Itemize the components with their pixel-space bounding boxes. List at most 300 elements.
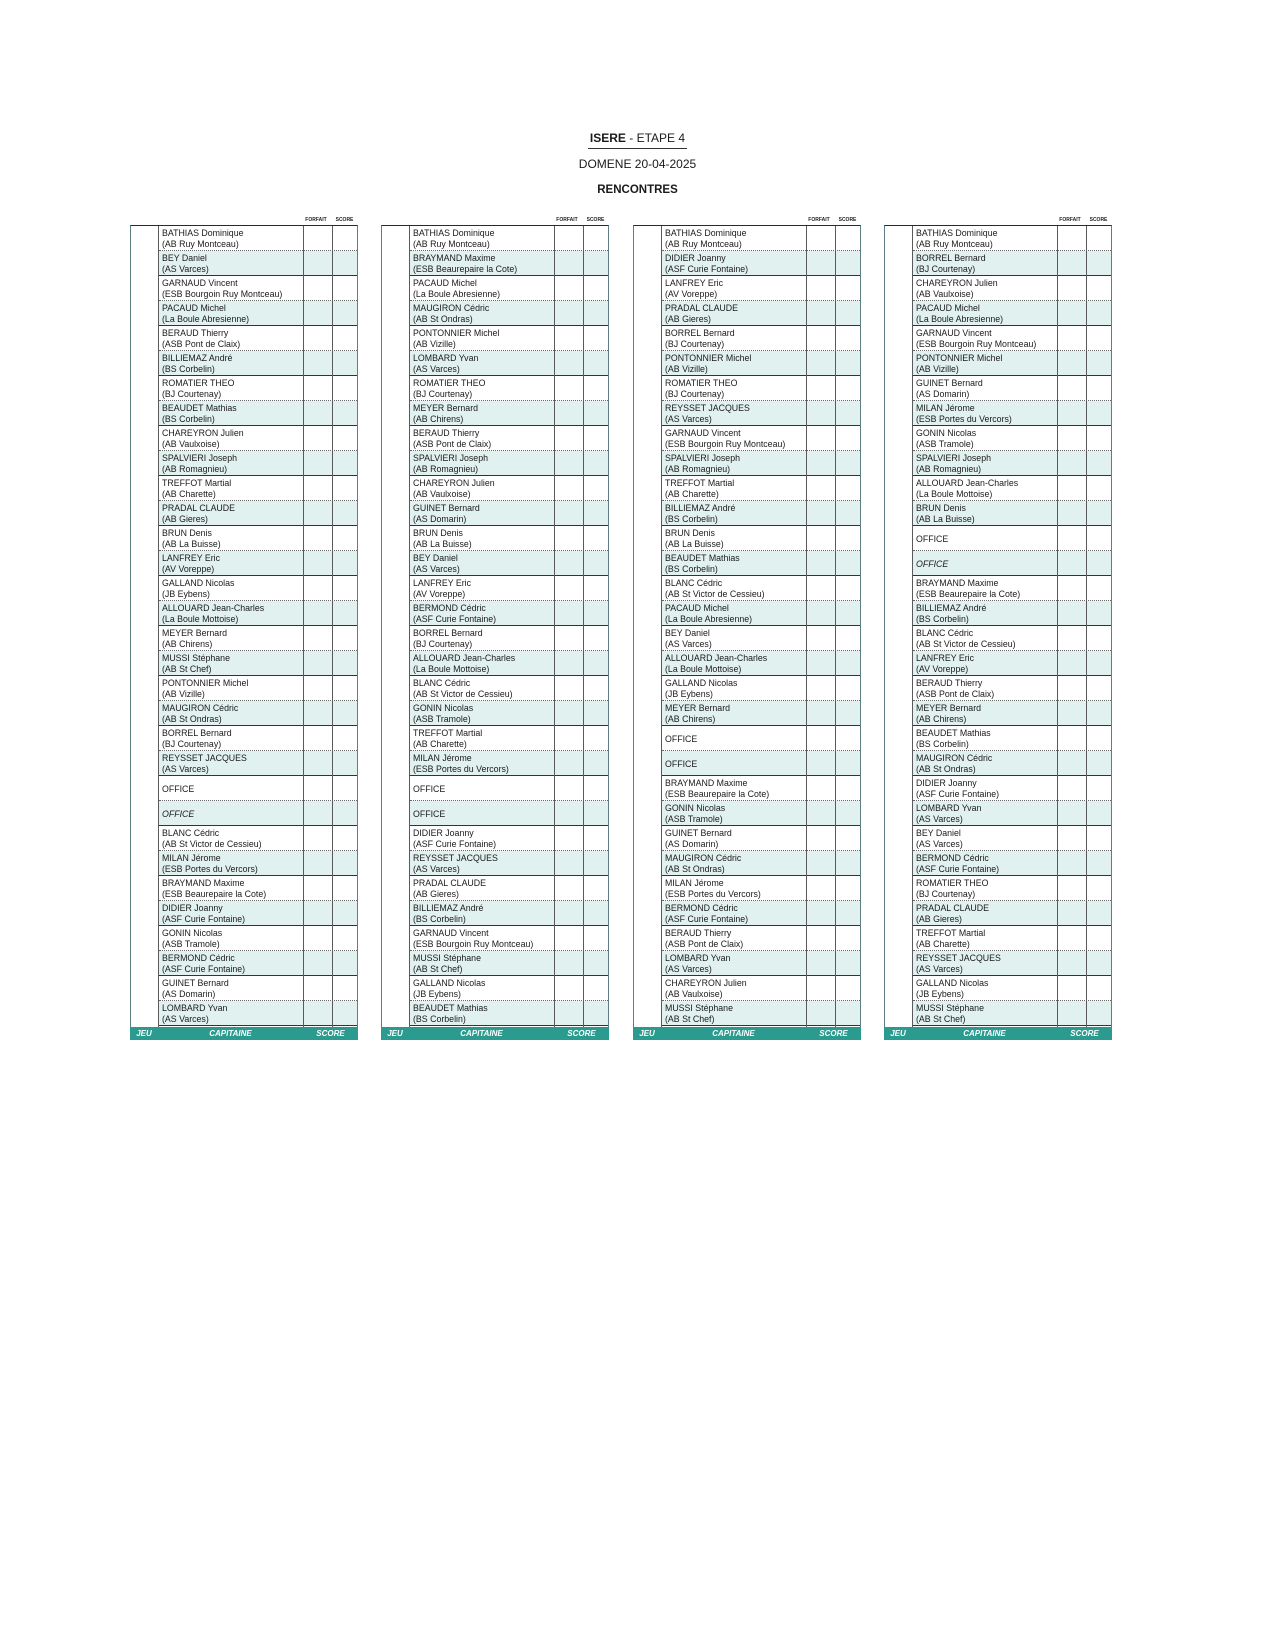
score-cell[interactable] bbox=[835, 801, 860, 825]
score-cell[interactable] bbox=[583, 401, 608, 425]
forfait-cell[interactable] bbox=[554, 576, 582, 600]
forfait-cell[interactable] bbox=[1057, 601, 1085, 625]
player-name-block bbox=[665, 978, 747, 999]
score-cell[interactable] bbox=[1086, 501, 1111, 525]
score-cell[interactable] bbox=[835, 876, 860, 900]
score-cell[interactable] bbox=[1086, 726, 1111, 750]
score-cell[interactable] bbox=[1086, 526, 1111, 550]
score-cell[interactable] bbox=[583, 851, 608, 875]
club-name: (AS Domarin) bbox=[916, 388, 970, 399]
forfait-cell[interactable] bbox=[554, 776, 582, 800]
forfait-cell[interactable] bbox=[303, 276, 331, 300]
score-cell[interactable] bbox=[835, 951, 860, 975]
forfait-cell[interactable] bbox=[554, 751, 582, 775]
score-cell[interactable] bbox=[1086, 751, 1111, 775]
score-cell[interactable] bbox=[835, 226, 860, 250]
forfait-cell[interactable] bbox=[303, 701, 331, 725]
forfait-cell[interactable] bbox=[806, 626, 834, 650]
score-cell[interactable] bbox=[583, 901, 608, 925]
forfait-cell[interactable] bbox=[806, 251, 834, 275]
club-name: (ASB Pont de Claix) bbox=[665, 938, 744, 949]
score-cell[interactable] bbox=[1086, 576, 1111, 600]
forfait-cell[interactable] bbox=[554, 551, 582, 575]
score-cell[interactable] bbox=[1086, 426, 1111, 450]
score-cell[interactable] bbox=[583, 351, 608, 375]
forfait-cell[interactable] bbox=[303, 451, 331, 475]
score-cell[interactable] bbox=[332, 351, 357, 375]
forfait-cell[interactable] bbox=[303, 476, 331, 500]
score-cell[interactable] bbox=[835, 726, 860, 750]
forfait-cell[interactable] bbox=[1057, 651, 1085, 675]
forfait-cell[interactable] bbox=[1057, 726, 1085, 750]
forfait-cell[interactable] bbox=[554, 226, 582, 250]
score-cell[interactable] bbox=[332, 401, 357, 425]
score-cell[interactable] bbox=[583, 376, 608, 400]
score-cell[interactable] bbox=[332, 1001, 357, 1025]
forfait-cell[interactable] bbox=[1057, 776, 1085, 800]
score-cell[interactable] bbox=[583, 226, 608, 250]
score-cell[interactable] bbox=[835, 426, 860, 450]
forfait-cell[interactable] bbox=[554, 976, 582, 1000]
score-cell[interactable] bbox=[332, 751, 357, 775]
player-name-block bbox=[413, 753, 509, 774]
forfait-cell[interactable] bbox=[1057, 976, 1085, 1000]
forfait-cell[interactable] bbox=[303, 976, 331, 1000]
forfait-cell[interactable] bbox=[554, 326, 582, 350]
forfait-cell[interactable] bbox=[806, 276, 834, 300]
score-cell[interactable] bbox=[835, 451, 860, 475]
score-cell[interactable] bbox=[332, 376, 357, 400]
score-cell[interactable] bbox=[332, 651, 357, 675]
score-cell[interactable] bbox=[583, 676, 608, 700]
club-name: (ESB Beaurepaire la Cote) bbox=[916, 588, 1021, 599]
score-cell[interactable] bbox=[835, 351, 860, 375]
forfait-cell[interactable] bbox=[1057, 701, 1085, 725]
score-cell[interactable] bbox=[835, 526, 860, 550]
forfait-cell[interactable] bbox=[806, 801, 834, 825]
club-name: (AS Varces) bbox=[162, 763, 209, 774]
club-name: (BJ Courtenay) bbox=[916, 263, 976, 274]
forfait-cell[interactable] bbox=[1057, 351, 1085, 375]
forfait-cell[interactable] bbox=[1057, 401, 1085, 425]
forfait-cell[interactable] bbox=[303, 601, 331, 625]
score-cell[interactable] bbox=[332, 926, 357, 950]
player-name: MAUGIRON Cédric bbox=[665, 853, 742, 863]
player-row bbox=[159, 676, 357, 701]
score-cell[interactable] bbox=[835, 251, 860, 275]
score-cell[interactable] bbox=[1086, 826, 1111, 850]
score-cell[interactable] bbox=[835, 851, 860, 875]
forfait-cell[interactable] bbox=[1057, 376, 1085, 400]
score-cell[interactable] bbox=[583, 976, 608, 1000]
forfait-cell[interactable] bbox=[806, 476, 834, 500]
forfait-cell[interactable] bbox=[554, 926, 582, 950]
score-cell[interactable] bbox=[332, 601, 357, 625]
player-name-block bbox=[162, 928, 222, 949]
club-name: (ASB Tramole) bbox=[665, 813, 723, 824]
forfait-cell[interactable] bbox=[554, 451, 582, 475]
forfait-cell[interactable] bbox=[1057, 476, 1085, 500]
score-cell[interactable] bbox=[332, 626, 357, 650]
score-cell[interactable] bbox=[835, 626, 860, 650]
score-cell[interactable] bbox=[1086, 701, 1111, 725]
forfait-cell[interactable] bbox=[806, 551, 834, 575]
forfait-cell[interactable] bbox=[303, 401, 331, 425]
score-cell[interactable] bbox=[332, 326, 357, 350]
score-cell[interactable] bbox=[583, 726, 608, 750]
score-cell[interactable] bbox=[1086, 376, 1111, 400]
club-name: (BS Corbelin) bbox=[162, 363, 215, 374]
score-column-header: SCORE bbox=[335, 217, 354, 223]
office-label: OFFICE bbox=[665, 759, 698, 769]
forfait-cell[interactable] bbox=[554, 951, 582, 975]
forfait-cell[interactable] bbox=[554, 626, 582, 650]
score-cell[interactable] bbox=[332, 801, 357, 825]
forfait-cell[interactable] bbox=[303, 651, 331, 675]
forfait-cell[interactable] bbox=[806, 751, 834, 775]
forfait-cell[interactable] bbox=[554, 501, 582, 525]
forfait-cell[interactable] bbox=[806, 876, 834, 900]
forfait-cell[interactable] bbox=[554, 301, 582, 325]
forfait-cell[interactable] bbox=[1057, 526, 1085, 550]
score-cell[interactable] bbox=[332, 976, 357, 1000]
score-cell[interactable] bbox=[835, 576, 860, 600]
score-cell[interactable] bbox=[835, 901, 860, 925]
forfait-cell[interactable] bbox=[303, 251, 331, 275]
score-cell[interactable] bbox=[1086, 876, 1111, 900]
forfait-cell[interactable] bbox=[303, 1001, 331, 1025]
forfait-cell[interactable] bbox=[806, 376, 834, 400]
forfait-cell[interactable] bbox=[303, 926, 331, 950]
forfait-cell[interactable] bbox=[1057, 901, 1085, 925]
player-name-block bbox=[162, 528, 221, 549]
score-cell[interactable] bbox=[583, 751, 608, 775]
forfait-cell[interactable] bbox=[303, 676, 331, 700]
score-cell[interactable] bbox=[1086, 926, 1111, 950]
score-cell[interactable] bbox=[332, 226, 357, 250]
club-name: (JB Eybens) bbox=[916, 988, 964, 999]
score-cell[interactable] bbox=[583, 576, 608, 600]
forfait-cell[interactable] bbox=[1057, 326, 1085, 350]
forfait-cell[interactable] bbox=[806, 576, 834, 600]
forfait-cell[interactable] bbox=[1057, 276, 1085, 300]
score-cell[interactable] bbox=[1086, 401, 1111, 425]
score-cell[interactable] bbox=[332, 726, 357, 750]
player-name-block bbox=[665, 228, 746, 249]
forfait-cell[interactable] bbox=[806, 501, 834, 525]
forfait-cell[interactable] bbox=[554, 276, 582, 300]
forfait-cell[interactable] bbox=[806, 951, 834, 975]
score-cell[interactable] bbox=[1086, 976, 1111, 1000]
forfait-cell[interactable] bbox=[806, 701, 834, 725]
score-cell[interactable] bbox=[332, 676, 357, 700]
club-name: (ESB Bourgoin Ruy Montceau) bbox=[916, 338, 1037, 349]
forfait-cell[interactable] bbox=[1057, 876, 1085, 900]
score-cell[interactable] bbox=[835, 326, 860, 350]
player-name-block bbox=[665, 403, 750, 424]
forfait-cell[interactable] bbox=[554, 851, 582, 875]
forfait-cell[interactable] bbox=[806, 401, 834, 425]
forfait-cell[interactable] bbox=[303, 776, 331, 800]
score-cell[interactable] bbox=[583, 826, 608, 850]
score-cell[interactable] bbox=[835, 651, 860, 675]
score-cell[interactable] bbox=[332, 551, 357, 575]
forfait-cell[interactable] bbox=[303, 376, 331, 400]
score-cell[interactable] bbox=[835, 376, 860, 400]
score-cell[interactable] bbox=[835, 676, 860, 700]
score-cell[interactable] bbox=[835, 1001, 860, 1025]
score-cell[interactable] bbox=[332, 576, 357, 600]
office-label: OFFICE bbox=[162, 809, 195, 819]
forfait-cell[interactable] bbox=[1057, 826, 1085, 850]
club-name: (ASB Tramole) bbox=[162, 938, 220, 949]
forfait-cell[interactable] bbox=[303, 951, 331, 975]
score-cell[interactable] bbox=[835, 276, 860, 300]
forfait-cell[interactable] bbox=[1057, 851, 1085, 875]
forfait-cell[interactable] bbox=[1057, 676, 1085, 700]
forfait-cell[interactable] bbox=[303, 751, 331, 775]
forfait-cell[interactable] bbox=[1057, 1001, 1085, 1025]
forfait-cell[interactable] bbox=[303, 626, 331, 650]
player-name: PRADAL CLAUDE bbox=[665, 303, 739, 313]
score-cell[interactable] bbox=[332, 476, 357, 500]
player-name-block bbox=[916, 978, 988, 999]
score-cell[interactable] bbox=[1086, 226, 1111, 250]
score-cell[interactable] bbox=[583, 251, 608, 275]
player-name-block bbox=[413, 478, 495, 499]
score-cell[interactable] bbox=[835, 501, 860, 525]
forfait-cell[interactable] bbox=[554, 651, 582, 675]
score-cell[interactable] bbox=[332, 901, 357, 925]
score-cell[interactable] bbox=[332, 851, 357, 875]
forfait-cell[interactable] bbox=[303, 526, 331, 550]
forfait-cell[interactable] bbox=[806, 301, 834, 325]
score-cell[interactable] bbox=[1086, 626, 1111, 650]
club-name: (AB St Ondras) bbox=[413, 313, 473, 324]
score-cell[interactable] bbox=[583, 476, 608, 500]
forfait-cell[interactable] bbox=[303, 351, 331, 375]
forfait-cell[interactable] bbox=[303, 901, 331, 925]
player-name: BERMOND Cédric bbox=[665, 903, 738, 913]
score-cell[interactable] bbox=[583, 601, 608, 625]
forfait-cell[interactable] bbox=[554, 726, 582, 750]
score-cell[interactable] bbox=[835, 776, 860, 800]
score-cell[interactable] bbox=[332, 701, 357, 725]
forfait-cell[interactable] bbox=[554, 526, 582, 550]
forfait-cell[interactable] bbox=[806, 726, 834, 750]
forfait-cell[interactable] bbox=[554, 876, 582, 900]
forfait-cell[interactable] bbox=[806, 451, 834, 475]
forfait-cell[interactable] bbox=[806, 326, 834, 350]
player-row bbox=[913, 401, 1111, 426]
score-cell[interactable] bbox=[1086, 851, 1111, 875]
forfait-cell[interactable] bbox=[1057, 451, 1085, 475]
forfait-cell[interactable] bbox=[303, 876, 331, 900]
forfait-cell[interactable] bbox=[1057, 751, 1085, 775]
score-cell[interactable] bbox=[583, 876, 608, 900]
score-cell[interactable] bbox=[332, 451, 357, 475]
score-cell[interactable] bbox=[332, 951, 357, 975]
score-cell[interactable] bbox=[583, 451, 608, 475]
player-row bbox=[159, 276, 357, 301]
score-cell[interactable] bbox=[835, 401, 860, 425]
forfait-cell[interactable] bbox=[303, 576, 331, 600]
forfait-cell[interactable] bbox=[806, 826, 834, 850]
player-row bbox=[410, 826, 608, 851]
forfait-cell[interactable] bbox=[303, 851, 331, 875]
score-cell[interactable] bbox=[1086, 551, 1111, 575]
score-cell[interactable] bbox=[332, 251, 357, 275]
forfait-cell[interactable] bbox=[303, 226, 331, 250]
forfait-cell[interactable] bbox=[806, 776, 834, 800]
score-cell[interactable] bbox=[583, 1001, 608, 1025]
score-cell[interactable] bbox=[835, 601, 860, 625]
forfait-cell[interactable] bbox=[806, 601, 834, 625]
forfait-cell[interactable] bbox=[303, 501, 331, 525]
forfait-cell[interactable] bbox=[554, 801, 582, 825]
forfait-cell[interactable] bbox=[806, 976, 834, 1000]
forfait-cell[interactable] bbox=[554, 401, 582, 425]
score-cell[interactable] bbox=[1086, 676, 1111, 700]
forfait-cell[interactable] bbox=[303, 801, 331, 825]
office-label: OFFICE bbox=[916, 534, 949, 544]
score-cell[interactable] bbox=[583, 301, 608, 325]
forfait-cell[interactable] bbox=[554, 826, 582, 850]
score-cell[interactable] bbox=[583, 951, 608, 975]
forfait-cell[interactable] bbox=[1057, 626, 1085, 650]
player-name: ROMATIER THEO bbox=[162, 378, 235, 388]
forfait-cell[interactable] bbox=[303, 301, 331, 325]
score-cell[interactable] bbox=[332, 526, 357, 550]
sheet-footer bbox=[130, 1028, 358, 1040]
score-cell[interactable] bbox=[1086, 601, 1111, 625]
score-cell[interactable] bbox=[1086, 251, 1111, 275]
forfait-cell[interactable] bbox=[554, 426, 582, 450]
score-cell[interactable] bbox=[1086, 776, 1111, 800]
forfait-cell[interactable] bbox=[303, 826, 331, 850]
forfait-cell[interactable] bbox=[806, 651, 834, 675]
score-cell[interactable] bbox=[332, 426, 357, 450]
score-cell[interactable] bbox=[1086, 476, 1111, 500]
forfait-cell[interactable] bbox=[806, 426, 834, 450]
forfait-cell[interactable] bbox=[1057, 226, 1085, 250]
score-cell[interactable] bbox=[835, 476, 860, 500]
score-cell[interactable] bbox=[835, 976, 860, 1000]
score-cell[interactable] bbox=[332, 826, 357, 850]
score-cell[interactable] bbox=[1086, 326, 1111, 350]
score-cell[interactable] bbox=[1086, 1001, 1111, 1025]
forfait-cell[interactable] bbox=[1057, 501, 1085, 525]
score-cell[interactable] bbox=[835, 301, 860, 325]
forfait-cell[interactable] bbox=[303, 726, 331, 750]
score-cell[interactable] bbox=[1086, 276, 1111, 300]
score-cell[interactable] bbox=[332, 776, 357, 800]
score-cell[interactable] bbox=[1086, 801, 1111, 825]
score-cell[interactable] bbox=[332, 301, 357, 325]
forfait-cell[interactable] bbox=[554, 601, 582, 625]
forfait-cell[interactable] bbox=[806, 351, 834, 375]
score-cell[interactable] bbox=[583, 326, 608, 350]
score-cell[interactable] bbox=[583, 651, 608, 675]
forfait-cell[interactable] bbox=[554, 351, 582, 375]
score-cell[interactable] bbox=[583, 701, 608, 725]
forfait-cell[interactable] bbox=[1057, 951, 1085, 975]
forfait-cell[interactable] bbox=[1057, 576, 1085, 600]
forfait-cell[interactable] bbox=[1057, 801, 1085, 825]
score-cell[interactable] bbox=[1086, 951, 1111, 975]
forfait-cell[interactable] bbox=[303, 426, 331, 450]
forfait-cell[interactable] bbox=[1057, 301, 1085, 325]
score-cell[interactable] bbox=[1086, 651, 1111, 675]
forfait-cell[interactable] bbox=[303, 326, 331, 350]
forfait-cell[interactable] bbox=[554, 476, 582, 500]
score-cell[interactable] bbox=[1086, 901, 1111, 925]
player-name-block bbox=[162, 553, 220, 574]
player-name: MEYER Bernard bbox=[665, 703, 731, 713]
score-cell[interactable] bbox=[835, 701, 860, 725]
score-cell[interactable] bbox=[583, 526, 608, 550]
score-cell[interactable] bbox=[583, 426, 608, 450]
score-cell[interactable] bbox=[835, 826, 860, 850]
score-cell[interactable] bbox=[1086, 301, 1111, 325]
forfait-cell[interactable] bbox=[1057, 426, 1085, 450]
forfait-cell[interactable] bbox=[554, 901, 582, 925]
score-cell[interactable] bbox=[835, 926, 860, 950]
forfait-cell[interactable] bbox=[1057, 926, 1085, 950]
score-cell[interactable] bbox=[835, 751, 860, 775]
forfait-cell[interactable] bbox=[554, 1001, 582, 1025]
score-cell[interactable] bbox=[332, 876, 357, 900]
forfait-cell[interactable] bbox=[806, 226, 834, 250]
forfait-cell[interactable] bbox=[1057, 251, 1085, 275]
forfait-cell[interactable] bbox=[1057, 551, 1085, 575]
forfait-cell[interactable] bbox=[806, 676, 834, 700]
score-cell[interactable] bbox=[583, 626, 608, 650]
forfait-cell[interactable] bbox=[303, 551, 331, 575]
player-row bbox=[410, 401, 608, 426]
forfait-divider bbox=[332, 226, 333, 1027]
score-cell[interactable] bbox=[835, 551, 860, 575]
player-row bbox=[662, 526, 860, 551]
forfait-cell[interactable] bbox=[554, 676, 582, 700]
forfait-cell[interactable] bbox=[806, 901, 834, 925]
score-cell[interactable] bbox=[583, 776, 608, 800]
forfait-cell[interactable] bbox=[554, 376, 582, 400]
forfait-cell[interactable] bbox=[806, 526, 834, 550]
match-grid bbox=[633, 225, 861, 1028]
score-cell[interactable] bbox=[583, 801, 608, 825]
forfait-cell[interactable] bbox=[554, 701, 582, 725]
forfait-cell[interactable] bbox=[806, 851, 834, 875]
score-cell[interactable] bbox=[1086, 351, 1111, 375]
score-cell[interactable] bbox=[583, 276, 608, 300]
score-cell[interactable] bbox=[1086, 451, 1111, 475]
score-cell[interactable] bbox=[332, 276, 357, 300]
score-cell[interactable] bbox=[332, 501, 357, 525]
forfait-cell[interactable] bbox=[806, 1001, 834, 1025]
score-cell[interactable] bbox=[583, 501, 608, 525]
player-name-block bbox=[162, 653, 230, 674]
club-name: (AS Varces) bbox=[665, 963, 712, 974]
forfait-cell[interactable] bbox=[806, 926, 834, 950]
score-cell[interactable] bbox=[583, 551, 608, 575]
club-name: (BS Corbelin) bbox=[916, 613, 969, 624]
player-row bbox=[410, 226, 608, 251]
player-row bbox=[662, 851, 860, 876]
forfait-cell[interactable] bbox=[554, 251, 582, 275]
player-name: GUINET Bernard bbox=[916, 378, 983, 388]
score-cell[interactable] bbox=[583, 926, 608, 950]
